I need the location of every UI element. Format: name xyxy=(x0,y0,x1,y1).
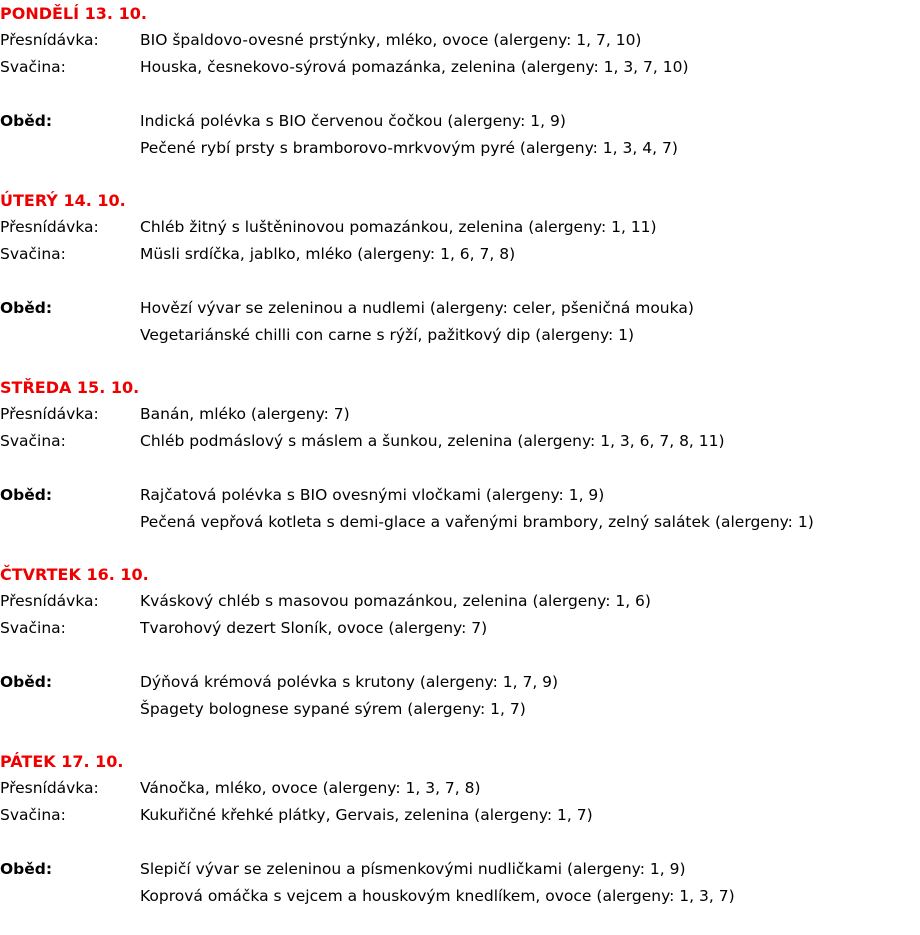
breakfast-row xyxy=(0,775,920,802)
snack-text: Houska, česnekovo-sýrová pomazánka, zelenina (alergeny: 1, 3, 7, 10) xyxy=(140,58,689,76)
lunch-soup-text: Slepičí vývar se zeleninou a písmenkovými nudličkami (alergeny: 1, 9) xyxy=(140,860,686,878)
lunch-row xyxy=(0,669,920,696)
lunch-row xyxy=(0,482,920,509)
snack-row xyxy=(0,802,920,829)
day-title: PONDĚLÍ 13. 10. xyxy=(0,4,147,23)
breakfast-text: Chléb žitný s luštěninovou pomazánkou, zelenina (alergeny: 1, 11) xyxy=(140,218,657,236)
lunch-row xyxy=(0,295,920,322)
lunch-label: Oběd: xyxy=(0,112,53,130)
snack-label: Svačina: xyxy=(0,806,66,824)
lunch-main-text: Vegetariánské chilli con carne s rýží, pažitkový dip (alergeny: 1) xyxy=(140,326,635,344)
lunch-main-text: Špagety bolognese sypané sýrem (alergeny: 1, 7) xyxy=(140,700,526,718)
day-title: ÚTERÝ 14. 10. xyxy=(0,191,126,210)
lunch-main-row xyxy=(0,135,920,162)
day-wednesday xyxy=(0,374,920,544)
lunch-main-row xyxy=(0,509,920,536)
snack-label: Svačina: xyxy=(0,619,66,637)
breakfast-label: Přesnídávka: xyxy=(0,779,99,797)
breakfast-text: Kváskový chléb s masovou pomazánkou, zelenina (alergeny: 1, 6) xyxy=(140,592,651,610)
snack-text: Müsli srdíčka, jablko, mléko (alergeny: 1, 6, 7, 8) xyxy=(140,245,516,263)
lunch-soup-text: Indická polévka s BIO červenou čočkou (alergeny: 1, 9) xyxy=(140,112,566,130)
lunch-soup-text: Dýňová krémová polévka s krutony (alergeny: 1, 7, 9) xyxy=(140,673,559,691)
snack-row xyxy=(0,428,920,455)
breakfast-label: Přesnídávka: xyxy=(0,405,99,423)
day-thursday xyxy=(0,561,920,731)
lunch-main-row xyxy=(0,883,920,910)
breakfast-row xyxy=(0,588,920,615)
lunch-main-text: Pečená vepřová kotleta s demi-glace a vařenými brambory, zelný salátek (alergeny: 1) xyxy=(140,513,814,531)
lunch-main-row xyxy=(0,322,920,349)
breakfast-row xyxy=(0,214,920,241)
snack-text: Tvarohový dezert Sloník, ovoce (alergeny: 7) xyxy=(140,619,488,637)
breakfast-label: Přesnídávka: xyxy=(0,592,99,610)
breakfast-label: Přesnídávka: xyxy=(0,31,99,49)
day-title: ČTVRTEK 16. 10. xyxy=(0,565,149,584)
lunch-main-text: Pečené rybí prsty s bramborovo-mrkvovým pyré (alergeny: 1, 3, 4, 7) xyxy=(140,139,678,157)
breakfast-label: Přesnídávka: xyxy=(0,218,99,236)
day-tuesday xyxy=(0,187,920,357)
lunch-label: Oběd: xyxy=(0,486,53,504)
snack-text: Chléb podmáslový s máslem a šunkou, zelenina (alergeny: 1, 3, 6, 7, 8, 11) xyxy=(140,432,725,450)
snack-label: Svačina: xyxy=(0,245,66,263)
snack-row xyxy=(0,54,920,81)
snack-text: Kukuřičné křehké plátky, Gervais, zelenina (alergeny: 1, 7) xyxy=(140,806,593,824)
breakfast-text: BIO špaldovo-ovesné prstýnky, mléko, ovoce (alergeny: 1, 7, 10) xyxy=(140,31,642,49)
lunch-label: Oběd: xyxy=(0,673,53,691)
lunch-row xyxy=(0,856,920,883)
day-title: PÁTEK 17. 10. xyxy=(0,752,124,771)
snack-label: Svačina: xyxy=(0,58,66,76)
breakfast-text: Vánočka, mléko, ovoce (alergeny: 1, 3, 7, 8) xyxy=(140,779,481,797)
lunch-label: Oběd: xyxy=(0,860,53,878)
breakfast-row xyxy=(0,27,920,54)
day-monday xyxy=(0,0,920,170)
breakfast-text: Banán, mléko (alergeny: 7) xyxy=(140,405,350,423)
lunch-label: Oběd: xyxy=(0,299,53,317)
snack-row xyxy=(0,241,920,268)
day-friday xyxy=(0,748,920,918)
lunch-main-text: Koprová omáčka s vejcem a houskovým knedlíkem, ovoce (alergeny: 1, 3, 7) xyxy=(140,887,735,905)
breakfast-row xyxy=(0,401,920,428)
day-title: STŘEDA 15. 10. xyxy=(0,378,140,397)
lunch-main-row xyxy=(0,696,920,723)
snack-label: Svačina: xyxy=(0,432,66,450)
lunch-soup-text: Hovězí vývar se zeleninou a nudlemi (alergeny: celer, pšeničná mouka) xyxy=(140,299,694,317)
lunch-soup-text: Rajčatová polévka s BIO ovesnými vločkami (alergeny: 1, 9) xyxy=(140,486,605,504)
lunch-row xyxy=(0,108,920,135)
snack-row xyxy=(0,615,920,642)
